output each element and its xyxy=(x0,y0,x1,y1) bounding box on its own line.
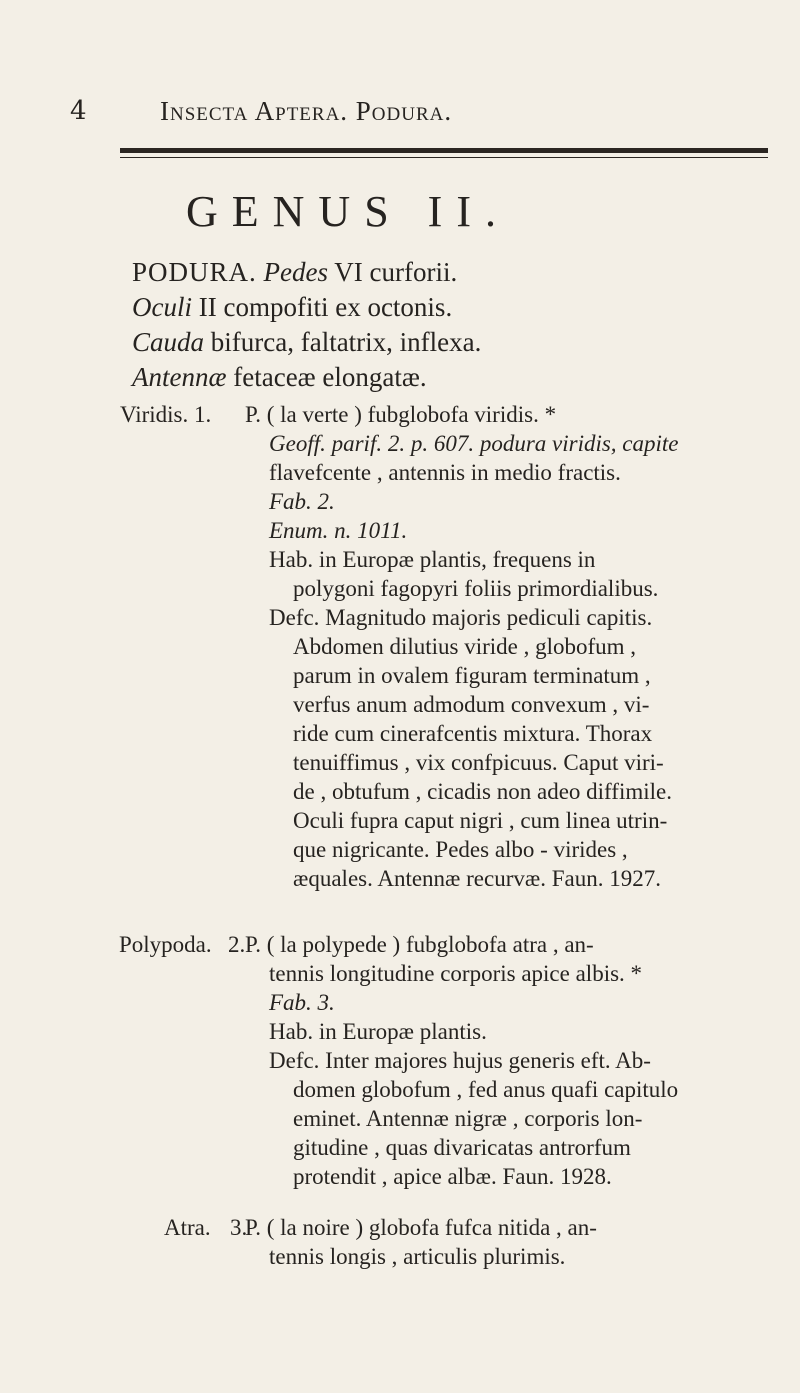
description-line: Abdomen dilutius viride , globofum , xyxy=(293,634,637,659)
character-key: Pedes xyxy=(263,257,328,287)
description-line: P. ( la verte ) fubglobofa viridis. * xyxy=(245,402,557,427)
description-line: Fab. 2. xyxy=(269,489,335,514)
character-text: fetaceæ elongatæ. xyxy=(233,362,427,392)
species-label: Polypoda. xyxy=(119,932,212,957)
description-line: protendit , apice albæ. Faun. 1928. xyxy=(293,1164,612,1189)
header-rule-thin xyxy=(120,157,768,158)
character-key: Cauda xyxy=(132,327,205,357)
species-number: 2. xyxy=(228,932,246,957)
description-line: Hab. in Europæ plantis, frequens in xyxy=(269,547,596,572)
species-number: 1. xyxy=(194,402,212,427)
character-cauda xyxy=(132,325,772,360)
description-line: Hab. in Europæ plantis. xyxy=(269,1019,487,1044)
description-line: de , obtufum , cicadis non adeo diffimile. xyxy=(293,779,672,804)
character-pedes xyxy=(132,255,772,290)
description-line: Defc. Magnitudo majoris pediculi capitis. xyxy=(269,605,653,630)
character-text: bifurca, faltatrix, inflexa. xyxy=(210,327,482,357)
description-line: que nigricante. Pedes albo - virides , xyxy=(293,837,628,862)
species-description xyxy=(245,1213,785,1271)
description-line: eminet. Antennæ nigræ , corporis lon- xyxy=(293,1106,643,1131)
generic-characters xyxy=(132,255,772,395)
running-title: Insecta Aptera. Podura. xyxy=(160,96,453,126)
description-line: parum in ovalem figuram terminatum , xyxy=(293,663,651,688)
description-line: Enum. n. 1011. xyxy=(269,518,408,543)
description-line: Oculi fupra caput nigri , cum linea utrin- xyxy=(293,808,668,833)
species-number: 3. xyxy=(230,1215,248,1240)
running-header xyxy=(70,96,770,136)
description-line: tennis longitudine corporis apice albis. * xyxy=(269,961,643,986)
genus-heading: GENUS II. xyxy=(186,187,510,236)
species-label: Atra. xyxy=(164,1215,211,1240)
character-text: II compofiti ex octonis. xyxy=(198,292,453,322)
description-line: verfus anum admodum convexum , vi- xyxy=(293,692,650,717)
description-line: ride cum cinerafcentis mixtura. Thorax xyxy=(293,721,653,746)
character-text: VI curforii. xyxy=(334,257,458,287)
species-label: Viridis. xyxy=(120,402,189,427)
description-line: P. ( la noire ) globofa fufca nitida , an- xyxy=(245,1215,597,1240)
description-line: P. ( la polypede ) fubglobofa atra , an- xyxy=(245,932,594,957)
description-line: flavefcente , antennis in medio fractis. xyxy=(269,460,621,485)
species-description xyxy=(245,400,785,893)
character-key: Antennæ xyxy=(132,362,227,392)
description-line: Geoff. parif. 2. p. 607. podura viridis, capite xyxy=(269,431,679,456)
character-antennae xyxy=(132,360,772,395)
character-key: Oculi xyxy=(132,292,192,322)
description-line: tennis longis , articulis plurimis. xyxy=(269,1244,566,1269)
character-oculi xyxy=(132,290,772,325)
description-line: tenuiffimus , vix confpicuus. Caput viri- xyxy=(293,750,664,775)
description-line: Defc. Inter majores hujus generis eft. Ab- xyxy=(269,1048,651,1073)
description-line: Fab. 3. xyxy=(269,990,335,1015)
description-line: æquales. Antennæ recurvæ. Faun. 1927. xyxy=(293,866,661,891)
header-rule-thick xyxy=(120,148,768,153)
page-number: 4 xyxy=(70,96,87,126)
description-line: gitudine , quas divaricatas antrorfum xyxy=(293,1135,631,1160)
description-line: polygoni fagopyri foliis primordialibus. xyxy=(293,576,659,601)
genus-name: PODURA. xyxy=(132,257,257,287)
description-line: domen globofum , fed anus quafi capitulo xyxy=(293,1077,679,1102)
species-description xyxy=(245,930,785,1191)
